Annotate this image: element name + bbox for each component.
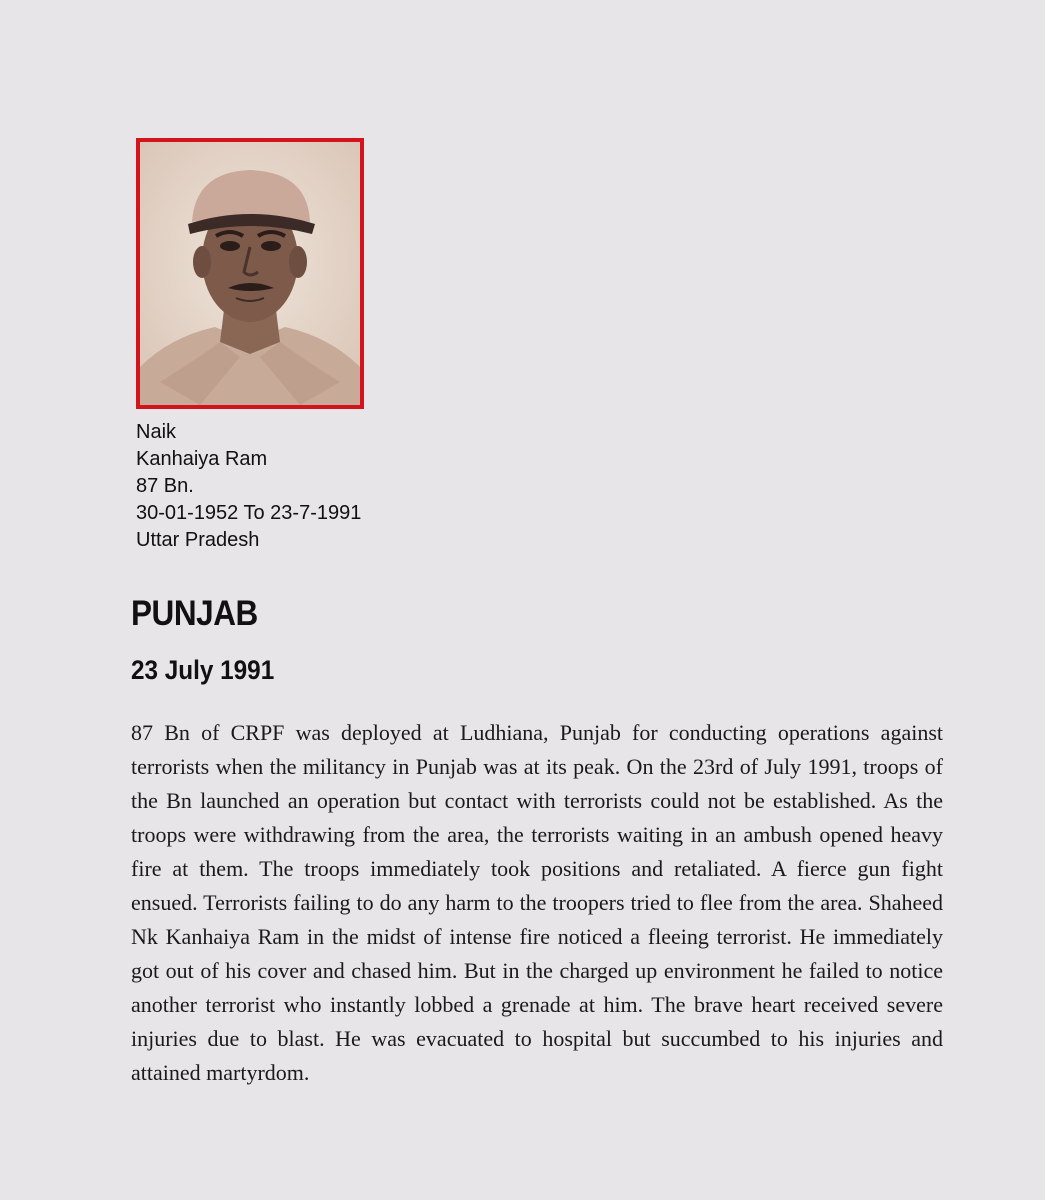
incident-date: 23 July 1991: [131, 655, 275, 685]
location-heading: PUNJAB: [131, 594, 258, 633]
incident-narrative: 87 Bn of CRPF was deployed at Ludhiana, Punjab for conducting operations against terrorists when the militancy in Punjab was at its peak. On the 23rd of July 1991, troops of the Bn launched an operation but contact with terrorists could not be established. As the troops were withdrawing from the area, the terrorists waiting in an ambush opened heavy fire at them. The troops immediately took positions and retaliated. A fierce gun fight ensued. Terrorists failing to do any harm to the troopers tried to flee from the area. Shaheed Nk Kanhaiya Ram in the midst of intense fire noticed a fleeing terrorist. He immediately got out of his cover and chased him. But in the charged up environment he failed to notice another terrorist who instantly lobbed a grenade at him. The brave heart received severe injuries due to blast. He was evacuated to hospital but succumbed to his injuries and attained martyrdom.: [131, 720, 943, 1085]
battalion-label: 87 Bn.: [136, 475, 194, 497]
portrait-photo: [136, 138, 364, 409]
life-dates: 30-01-1952 To 23-7-1991: [136, 502, 362, 524]
home-state: Uttar Pradesh: [136, 529, 260, 551]
portrait-image: [140, 142, 360, 405]
soldier-name: Kanhaiya Ram: [136, 448, 268, 470]
rank-label: Naik: [136, 421, 177, 443]
soldier-details: [136, 419, 361, 554]
